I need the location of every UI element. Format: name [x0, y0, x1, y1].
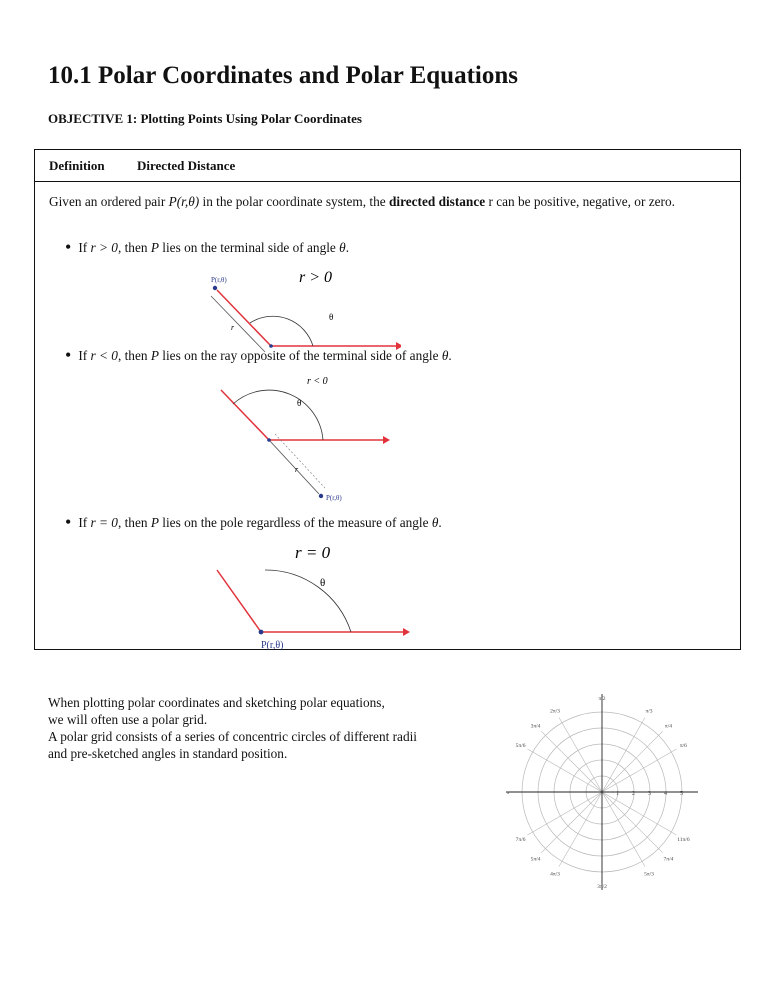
- definition-intro: Given an ordered pair P(r,θ) in the polar coordinate system, the directed distance r can be positive, negative, or zero.: [49, 194, 675, 209]
- definition-box: [34, 149, 741, 650]
- r-dimension-line: [275, 434, 325, 488]
- angle-label: π/4: [664, 723, 672, 730]
- theta-label: θ: [297, 398, 302, 408]
- angle-label: 3π/4: [530, 723, 541, 730]
- angle-arc: [233, 390, 323, 440]
- angle-label: 5π/3: [644, 871, 654, 878]
- theta-label: θ: [329, 312, 334, 322]
- angle-label: 3π/2: [597, 884, 607, 890]
- grid-spoke: [528, 792, 602, 835]
- angle-label: π/3: [645, 708, 653, 715]
- terminal-side: [217, 570, 261, 632]
- bullet-r-zero: • If r = 0, then P lies on the pole regardless of the measure of angle θ.: [65, 512, 442, 532]
- definition-label: Definition: [49, 158, 105, 173]
- arrowhead: [403, 628, 410, 636]
- grid-spoke: [602, 792, 676, 835]
- radius-label: 3: [648, 791, 651, 797]
- grid-spoke: [528, 749, 602, 792]
- angle-label: 2π/3: [550, 708, 560, 715]
- arrowhead: [383, 436, 390, 444]
- paragraph-line: A polar grid consists of a series of concentric circles of different radii: [48, 729, 417, 744]
- radius-label: 4: [664, 791, 667, 797]
- figure-r-negative: [211, 372, 401, 507]
- grid-spoke: [559, 718, 602, 792]
- paragraph-line: we will often use a polar grid.: [48, 712, 208, 727]
- grid-spoke: [559, 792, 602, 866]
- figure-r-zero: [215, 540, 425, 652]
- condition-label: r > 0: [299, 269, 333, 286]
- angle-label: π/6: [679, 743, 687, 749]
- definition-name: Directed Distance: [137, 158, 236, 173]
- page-title: 10.1 Polar Coordinates and Polar Equations: [48, 62, 518, 89]
- point-label: P(r,θ): [261, 640, 284, 651]
- theta-label: θ: [320, 577, 326, 589]
- polar-grid-labels: [507, 696, 690, 890]
- condition-label: r = 0: [295, 543, 331, 562]
- terminal-side: [217, 290, 271, 346]
- radius-label: 1: [616, 791, 619, 797]
- angle-label: 11π/6: [677, 837, 690, 843]
- angle-label: 5π/4: [530, 856, 541, 863]
- grid-spoke: [602, 718, 645, 792]
- condition-label: r < 0: [307, 376, 328, 387]
- radius-label: 5: [680, 791, 683, 797]
- bullet-r-negative: • If r < 0, then P lies on the ray opposite of the terminal side of angle θ.: [65, 345, 452, 365]
- angle-label: 7π/4: [663, 856, 674, 863]
- angle-arc: [265, 570, 351, 632]
- objective-heading: OBJECTIVE 1: Plotting Points Using Polar Coordinates: [48, 111, 362, 126]
- pole: [267, 438, 271, 442]
- r-label: r: [231, 323, 235, 332]
- point-p: [319, 494, 323, 498]
- paragraph-line: When plotting polar coordinates and sketching polar equations,: [48, 695, 385, 710]
- angle-label: π: [506, 790, 510, 796]
- point-p: [213, 286, 217, 290]
- angle-arc: [250, 316, 313, 346]
- terminal-side: [221, 390, 269, 440]
- point-p-at-pole: [259, 630, 264, 635]
- polar-grid-paragraph: [48, 694, 478, 762]
- definition-header: [35, 150, 740, 182]
- point-label: P(r,θ): [211, 276, 227, 284]
- intro-point: P(r,θ): [168, 194, 200, 209]
- grid-spoke: [602, 749, 676, 792]
- angle-label: 4π/3: [550, 871, 560, 878]
- angle-label: 7π/6: [515, 837, 526, 843]
- bullet-dot: •: [65, 237, 72, 257]
- grid-spoke: [602, 792, 645, 866]
- polar-grid: [496, 686, 708, 898]
- r-label: r: [295, 465, 299, 474]
- directed-distance-term: directed distance: [388, 194, 486, 209]
- point-label: P(r,θ): [326, 494, 342, 502]
- bullet-dot: •: [65, 345, 72, 365]
- opposite-ray: [269, 440, 319, 494]
- paragraph-line: and pre-sketched angles in standard position.: [48, 746, 288, 761]
- angle-label: 5π/6: [515, 743, 526, 749]
- angle-label: π/2: [598, 696, 606, 702]
- bullet-dot: •: [65, 512, 72, 532]
- bullet-r-positive: • If r > 0, then P lies on the terminal side of angle θ.: [65, 237, 350, 257]
- radius-label: 2: [632, 791, 635, 797]
